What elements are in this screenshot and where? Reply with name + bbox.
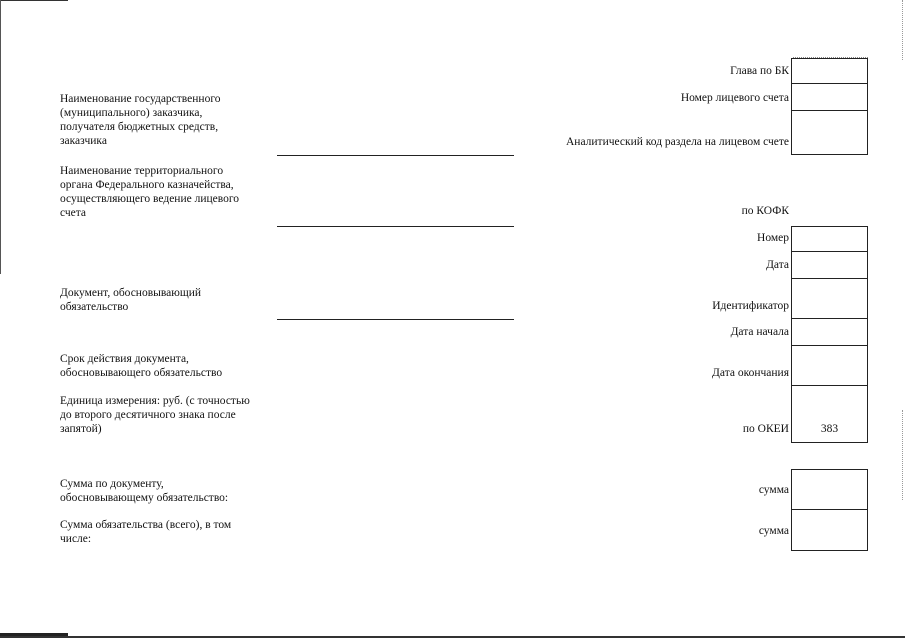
sum-box-1[interactable]	[791, 469, 868, 510]
okei-label: по ОКЕИ	[742, 423, 789, 435]
glava-bk-box[interactable]	[791, 58, 868, 84]
page-edge-bottom	[0, 636, 905, 638]
account-number-box[interactable]	[791, 83, 868, 111]
sum-label-2: сумма	[758, 525, 789, 537]
customer-label: Наименование государственного (муниципального) заказчика, получателя бюджетных средств, заказчика	[60, 93, 221, 147]
treasury-fill-line[interactable]	[277, 226, 514, 227]
treasury-label: Наименование территориального органа Федерального казначейства, осуществляющего ведение лицевого счета	[60, 165, 240, 219]
glava-bk-label: Глава по БК	[730, 65, 789, 77]
account-number-label: Номер лицевого счета	[680, 92, 789, 104]
end-date-box[interactable]	[791, 345, 868, 386]
customer-fill-line[interactable]	[277, 155, 514, 156]
start-date-box[interactable]	[791, 318, 868, 346]
analytic-code-label: Аналитический код раздела на лицевом счете	[565, 136, 789, 148]
unit-label: Единица измерения: руб. (с точностью до второго десятичного знака после запятой)	[60, 395, 250, 435]
okei-code-value: 383	[820, 423, 839, 435]
date-box[interactable]	[791, 251, 868, 279]
page-edge-right	[902, 0, 903, 60]
document-label: Документ, обосновывающий обязательство	[60, 287, 202, 313]
validity-label: Срок действия документа, обосновывающего обязательство	[60, 353, 223, 379]
date-label: Дата	[766, 259, 789, 271]
identifier-box[interactable]	[791, 278, 868, 319]
page-edge-bottom-corner	[0, 633, 68, 636]
number-label: Номер	[757, 232, 789, 244]
kofk-label: по КОФК	[741, 205, 789, 217]
analytic-code-box[interactable]	[791, 110, 868, 155]
number-box[interactable]	[791, 226, 868, 252]
page-edge-top	[0, 0, 68, 1]
okei-box[interactable]	[791, 385, 868, 443]
page-edge-left	[0, 0, 1, 274]
identifier-label: Идентификатор	[712, 300, 789, 312]
page-edge-right-lower	[902, 410, 903, 500]
doc-sum-label: Сумма по документу, обосновывающему обязательство:	[60, 478, 229, 504]
end-date-label: Дата окончания	[712, 367, 789, 379]
obligation-sum-label: Сумма обязательства (всего), в том числе:	[60, 519, 232, 545]
sum-label-1: сумма	[758, 484, 789, 496]
start-date-label: Дата начала	[730, 326, 789, 338]
sum-box-2[interactable]	[791, 509, 868, 551]
document-fill-line[interactable]	[277, 319, 514, 320]
